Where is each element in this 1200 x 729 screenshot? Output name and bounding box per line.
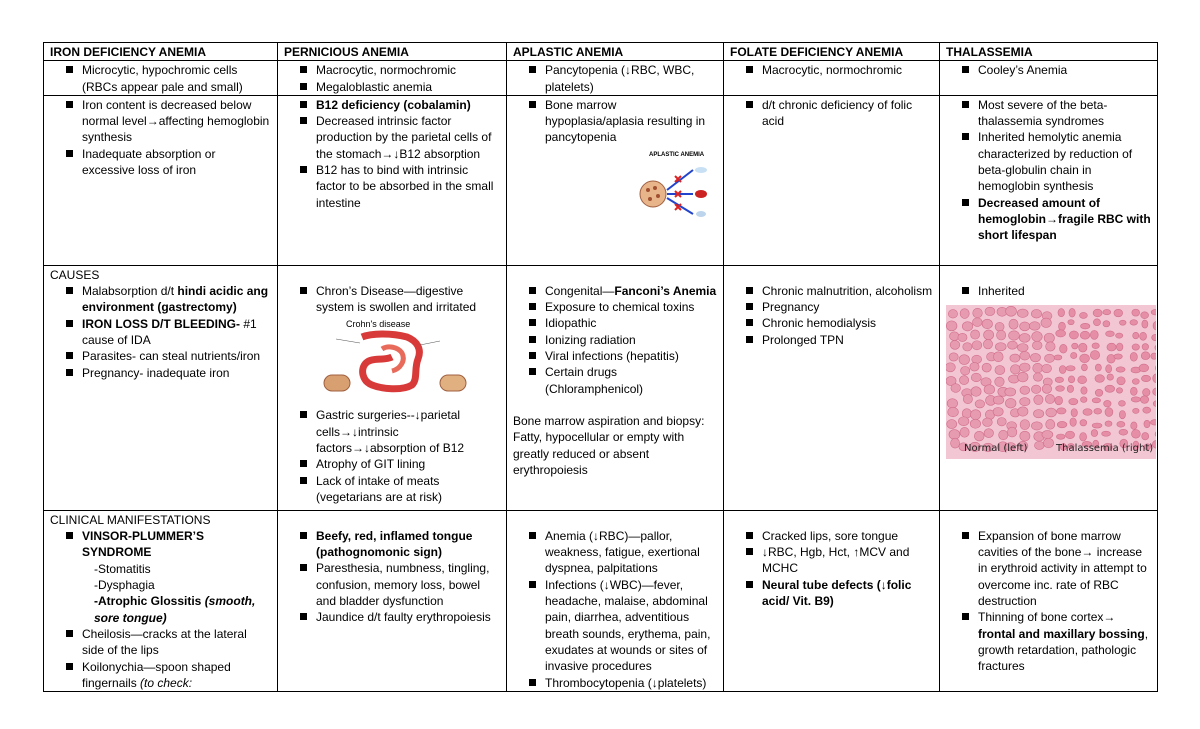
red-blood-cell — [1017, 309, 1028, 317]
red-blood-cell — [1006, 306, 1017, 316]
red-blood-cell — [1070, 418, 1076, 426]
red-blood-cell — [1005, 399, 1016, 409]
red-blood-cell — [983, 418, 993, 427]
red-blood-cell — [1078, 376, 1087, 384]
crohns-disease-illustration — [322, 319, 472, 399]
list-item: Iron content is decreased below normal level→affecting hemoglobin synthesis — [62, 97, 271, 146]
list-item: Koilonychia—spoon shaped fingernails (to check: — [62, 659, 271, 692]
red-blood-cell — [1065, 431, 1074, 439]
red-blood-cell — [1068, 376, 1074, 383]
red-blood-cell — [993, 396, 1004, 404]
cell-aplastic-patho — [507, 95, 724, 265]
red-blood-cell — [974, 432, 984, 442]
red-blood-cell — [971, 387, 981, 397]
list-item: Inherited — [958, 283, 1151, 299]
red-blood-cell — [1155, 364, 1156, 372]
red-blood-cell — [982, 363, 991, 372]
cell-aplastic-manifestations — [507, 510, 724, 691]
red-blood-cell — [1072, 343, 1078, 349]
list-item: VINSOR-PLUMMER’S SYNDROME — [62, 528, 271, 561]
list-item: Jaundice d/t faulty erythropoiesis — [296, 609, 500, 625]
red-blood-cell — [1144, 420, 1150, 427]
red-blood-cell — [1143, 389, 1150, 397]
cell-aplastic-morphology — [507, 61, 724, 96]
red-blood-cell — [983, 340, 992, 349]
red-blood-cell — [1117, 422, 1125, 428]
red-blood-cell — [1095, 389, 1103, 396]
red-blood-cell — [1081, 364, 1087, 371]
list-item: ↓RBC, Hgb, Hct, ↑MCV and MCHC — [742, 544, 933, 577]
red-blood-cell — [1130, 320, 1138, 325]
red-blood-cell — [948, 407, 959, 417]
list-item: Paresthesia, numbness, tingling, confusion, memory loss, bowel and bladder dysfunction — [296, 560, 500, 609]
manifestations-row — [44, 510, 1158, 691]
red-blood-cell — [962, 322, 972, 331]
red-blood-cell — [1142, 320, 1148, 328]
red-blood-cell — [993, 408, 1003, 417]
red-blood-cell — [971, 410, 981, 420]
red-blood-cell — [1141, 312, 1149, 319]
red-blood-cell — [950, 341, 960, 350]
red-blood-cell — [1153, 401, 1156, 407]
red-blood-cell — [1153, 322, 1156, 331]
red-blood-cell — [1046, 408, 1057, 417]
red-blood-cell — [1152, 334, 1156, 341]
list-item: Congenital—Fanconi’s Anemia — [525, 283, 717, 299]
red-blood-cell — [971, 373, 981, 381]
red-blood-cell — [995, 377, 1004, 386]
list-item: Cheilosis—cracks at the lateral side of the lips — [62, 626, 271, 659]
red-blood-cell — [1119, 320, 1126, 325]
red-blood-cell — [1131, 430, 1140, 439]
list-item: Idiopathic — [525, 315, 717, 331]
list-item: Cracked lips, sore tongue — [742, 528, 933, 544]
red-blood-cell — [1033, 410, 1043, 418]
red-blood-cell — [1102, 431, 1111, 436]
red-blood-cell — [1009, 319, 1018, 329]
red-blood-cell — [1153, 388, 1156, 396]
list-item: Expansion of bone marrow cavities of the bone→ increase in erythroid activity in attempt to overcome inc. rate of RBC destruction — [958, 528, 1151, 609]
list-item: Exposure to chemical toxins — [525, 299, 717, 315]
red-blood-cell — [1119, 430, 1128, 436]
red-blood-cell — [1106, 331, 1115, 337]
red-blood-cell — [1130, 353, 1137, 362]
red-blood-cell — [958, 334, 967, 342]
red-blood-cell — [1079, 313, 1087, 319]
list-item: Certain drugs (Chloramphenicol) — [525, 364, 717, 397]
red-blood-cell — [1140, 396, 1148, 404]
red-blood-cell — [1142, 433, 1149, 440]
red-blood-cell — [1034, 395, 1043, 405]
list-item: Thrombocytopenia (↓platelets) — [525, 675, 717, 691]
red-blood-cell — [1092, 343, 1099, 349]
list-item: Beefy, red, inflamed tongue (pathognomonic sign) — [296, 528, 500, 561]
red-blood-cell — [1069, 331, 1078, 339]
list-item: Pregnancy — [742, 299, 933, 315]
biopsy-note: Bone marrow aspiration and biopsy: Fatty, hypocellular or empty with greatly reduced or absent erythropoiesis — [513, 413, 705, 477]
red-blood-cell — [1081, 387, 1087, 394]
red-blood-cell — [1071, 353, 1077, 359]
red-blood-cell — [1116, 367, 1125, 372]
red-blood-cell — [951, 438, 960, 448]
red-blood-cell — [1069, 399, 1078, 405]
red-blood-cell — [1150, 420, 1156, 425]
red-blood-cell — [995, 343, 1006, 351]
red-blood-cell — [975, 400, 985, 408]
red-blood-cell — [1131, 397, 1140, 402]
cell-pernicious-causes — [278, 265, 507, 510]
cell-pernicious-patho — [278, 95, 507, 265]
red-blood-cell — [1155, 431, 1156, 438]
anemia-comparison-table — [43, 42, 1158, 692]
list-item: Chron’s Disease—digestive system is swollen and irritated — [296, 283, 500, 316]
red-blood-cell — [1079, 343, 1087, 352]
red-blood-cell — [1020, 363, 1031, 372]
red-blood-cell — [1010, 365, 1020, 374]
red-blood-cell — [1034, 441, 1044, 449]
red-blood-cell — [1069, 309, 1075, 318]
red-blood-cell — [1033, 363, 1043, 373]
list-item: Infections (↓WBC)—fever, headache, malaise, abdominal pain, diarrhea, adventitious breath sounds, erythema, pain, exudates at wounds or sites of invasive procedures — [525, 577, 717, 675]
red-blood-cell — [1019, 334, 1030, 343]
cell-thal-patho — [940, 95, 1158, 265]
red-blood-cell — [970, 419, 980, 428]
cell-pernicious-manifestations — [278, 510, 507, 691]
red-blood-cell — [984, 429, 993, 438]
red-blood-cell — [1105, 408, 1113, 417]
red-blood-cell — [1042, 385, 1052, 394]
list-item: d/t chronic deficiency of folic acid — [742, 97, 933, 130]
cell-thal-causes — [940, 265, 1158, 510]
red-blood-cell — [949, 430, 960, 440]
red-blood-cell — [1080, 420, 1087, 426]
list-item: Microcytic, hypochromic cells (RBCs appear pale and small) — [62, 62, 271, 95]
red-blood-cell — [1017, 344, 1028, 352]
list-item: Viral infections (hepatitis) — [525, 348, 717, 364]
red-blood-cell — [1057, 422, 1067, 428]
red-blood-cell — [1020, 322, 1030, 331]
red-blood-cell — [948, 310, 957, 318]
cell-folate-patho — [724, 95, 940, 265]
header-iron: IRON DEFICIENCY ANEMIA — [44, 43, 278, 61]
list-item: Cooley’s Anemia — [958, 62, 1151, 78]
cell-iron-causes — [44, 265, 278, 510]
red-blood-cell — [1131, 422, 1137, 430]
red-blood-cell — [1056, 330, 1066, 337]
red-blood-cell — [1083, 409, 1092, 416]
red-blood-cell — [982, 319, 992, 328]
red-blood-cell — [999, 430, 1008, 440]
red-blood-cell — [1068, 320, 1074, 325]
red-blood-cell — [1055, 396, 1063, 405]
red-blood-cell — [1042, 364, 1052, 372]
red-blood-cell — [1020, 431, 1030, 441]
list-subitem: -Stomatitis — [94, 561, 151, 576]
cell-folate-manifestations — [724, 510, 940, 691]
list-item: Malabsorption d/t hindi acidic ang environment (gastrectomy) — [62, 283, 271, 316]
cell-aplastic-causes — [507, 265, 724, 510]
red-blood-cell — [1059, 366, 1066, 374]
red-blood-cell — [1092, 398, 1100, 403]
red-blood-cell — [1142, 344, 1148, 351]
list-item: Decreased amount of hemoglobin→fragile RBC with short lifespan — [958, 195, 1151, 244]
red-blood-cell — [1095, 364, 1101, 371]
list-item: Lack of intake of meats (vegetarians are at risk) — [296, 473, 500, 506]
cell-folate-morphology — [724, 61, 940, 96]
red-blood-cell — [1091, 430, 1098, 437]
red-blood-cell — [985, 307, 995, 315]
red-blood-cell — [1044, 333, 1054, 343]
list-item: Bone marrow hypoplasia/aplasia resulting in pancytopenia — [525, 97, 717, 146]
red-blood-cell — [1090, 331, 1098, 340]
header-folate: FOLATE DEFICIENCY ANEMIA — [724, 43, 940, 61]
red-blood-cell — [1106, 365, 1112, 373]
list-item: Gastric surgeries--↓parietal cells→↓intrinsic factors→↓absorption of B12 — [296, 407, 500, 456]
red-blood-cell — [970, 363, 979, 372]
red-blood-cell — [1090, 351, 1099, 360]
red-blood-cell — [1107, 343, 1116, 351]
red-blood-cell — [1080, 331, 1090, 339]
red-blood-cell — [1045, 354, 1055, 362]
red-blood-cell — [1139, 364, 1149, 372]
red-blood-cell — [950, 332, 960, 341]
red-blood-cell — [973, 318, 983, 327]
svg-text:APLASTIC ANEMIA: APLASTIC ANEMIA — [649, 151, 705, 158]
cell-folate-causes — [724, 265, 940, 510]
red-blood-cell — [1140, 332, 1147, 340]
red-blood-cell — [960, 309, 969, 319]
red-blood-cell — [1132, 309, 1140, 316]
red-blood-cell — [1071, 409, 1077, 417]
red-blood-cell — [959, 355, 970, 365]
red-blood-cell — [947, 420, 957, 429]
red-blood-cell — [984, 330, 994, 340]
red-blood-cell — [1155, 344, 1156, 351]
cell-iron-patho — [44, 95, 278, 265]
red-blood-cell — [1114, 309, 1123, 317]
red-blood-cell — [963, 343, 972, 351]
red-blood-cell — [1114, 354, 1122, 359]
red-blood-cell — [995, 366, 1005, 375]
thal-caption-right: Thalassemia (right) — [1056, 442, 1154, 454]
red-blood-cell — [1020, 386, 1030, 394]
list-item: Ionizing radiation — [525, 332, 717, 348]
red-blood-cell — [951, 384, 961, 393]
list-item: Decreased intrinsic factor production by the parietal cells of the stomach→↓B12 absorption — [296, 113, 500, 162]
red-blood-cell — [1009, 331, 1020, 340]
cell-iron-morphology — [44, 61, 278, 96]
red-blood-cell — [1046, 342, 1055, 351]
list-item: IRON LOSS D/T BLEEDING- #1 cause of IDA — [62, 316, 271, 349]
list-item: Parasites- can steal nutrients/iron — [62, 348, 271, 364]
red-blood-cell — [958, 417, 969, 426]
red-blood-cell — [949, 353, 958, 361]
red-blood-cell — [1029, 322, 1040, 331]
red-blood-cell — [1095, 375, 1105, 383]
red-blood-cell — [1103, 310, 1111, 315]
red-blood-cell — [971, 330, 980, 339]
header-thalassemia: THALASSEMIA — [940, 43, 1158, 61]
red-blood-cell — [1030, 354, 1040, 362]
red-blood-cell — [1105, 385, 1115, 392]
red-blood-cell — [1116, 343, 1123, 351]
red-blood-cell — [959, 376, 968, 385]
list-item: Neural tube defects (↓folic acid/ Vit. B9) — [742, 577, 933, 610]
red-blood-cell — [1066, 366, 1075, 371]
section-heading: CLINICAL MANIFESTATIONS — [50, 512, 211, 527]
red-blood-cell — [1007, 427, 1017, 437]
red-blood-cell — [1119, 401, 1126, 407]
red-blood-cell — [973, 308, 983, 318]
red-blood-cell — [1132, 344, 1139, 350]
red-blood-cell — [1105, 421, 1112, 427]
red-blood-cell — [1018, 372, 1028, 382]
list-item: Inadequate absorption or excessive loss of iron — [62, 146, 271, 179]
header-pernicious: PERNICIOUS ANEMIA — [278, 43, 507, 61]
red-blood-cell — [1081, 397, 1087, 403]
red-blood-cell — [1042, 431, 1053, 439]
red-blood-cell — [1067, 385, 1073, 392]
red-blood-cell — [1143, 407, 1151, 413]
red-blood-cell — [1055, 377, 1063, 382]
red-blood-cell — [1141, 375, 1150, 381]
list-subitem: -Atrophic Glossitis (smooth, sore tongue) — [94, 594, 256, 625]
red-blood-cell — [1056, 386, 1065, 392]
list-item: Prolonged TPN — [742, 332, 933, 348]
red-blood-cell — [1020, 420, 1030, 430]
red-blood-cell — [1153, 374, 1156, 383]
list-item: B12 has to bind with intrinsic factor to be absorbed in the small intestine — [296, 162, 500, 211]
thal-caption-left: Normal (left) — [964, 442, 1028, 454]
red-blood-cell — [993, 352, 1003, 362]
list-subitem: -Dysphagia — [94, 578, 155, 593]
red-blood-cell — [1056, 434, 1065, 439]
red-blood-cell — [1119, 411, 1125, 419]
cell-thal-manifestations — [940, 510, 1158, 691]
red-blood-cell — [1093, 319, 1100, 326]
red-blood-cell — [960, 428, 969, 438]
red-blood-cell — [997, 418, 1006, 426]
red-blood-cell — [1010, 354, 1020, 362]
red-blood-cell — [995, 323, 1004, 332]
thalassemia-blood-smear-image — [946, 305, 1156, 459]
red-blood-cell — [1151, 353, 1156, 359]
red-blood-cell — [1060, 345, 1068, 354]
header-row — [44, 43, 1158, 61]
red-blood-cell — [1080, 354, 1090, 362]
red-blood-cell — [1081, 324, 1090, 330]
red-blood-cell — [946, 363, 955, 372]
list-item: Pancytopenia (↓RBC, WBC, platelets) — [525, 62, 717, 95]
red-blood-cell — [1054, 355, 1062, 360]
list-item: Thinning of bone cortex→ frontal and maxillary bossing, growth retardation, pathologic fractures — [958, 609, 1151, 674]
list-item: Pregnancy- inadequate iron — [62, 365, 271, 381]
red-blood-cell — [1046, 420, 1055, 430]
list-item: Inherited hemolytic anemia characterized by reduction of beta-globulin chain in hemoglobin synthesis — [958, 129, 1151, 194]
list-item: Macrocytic, normochromic — [742, 62, 933, 78]
red-blood-cell — [1093, 309, 1102, 317]
red-blood-cell — [1031, 422, 1042, 430]
red-blood-cell — [1032, 332, 1043, 342]
red-blood-cell — [1141, 352, 1150, 360]
list-item: Chronic hemodialysis — [742, 315, 933, 331]
red-blood-cell — [1045, 395, 1054, 404]
red-blood-cell — [961, 367, 970, 376]
red-blood-cell — [1092, 423, 1102, 428]
list-item: Anemia (↓RBC)—pallor, weakness, fatigue, exertional dyspnea, palpitations — [525, 528, 717, 577]
causes-row — [44, 265, 1158, 510]
aplastic-anemia-illustration — [635, 148, 723, 220]
red-blood-cell — [1094, 409, 1102, 415]
cell-iron-manifestations — [44, 510, 278, 691]
red-blood-cell — [1058, 309, 1065, 317]
red-blood-cell — [1008, 341, 1018, 349]
red-blood-cell — [1104, 401, 1111, 408]
section-heading: CAUSES — [50, 267, 100, 282]
red-blood-cell — [1020, 352, 1030, 361]
red-blood-cell — [1041, 318, 1051, 327]
red-blood-cell — [1043, 438, 1053, 448]
red-blood-cell — [1133, 332, 1139, 339]
red-blood-cell — [963, 395, 972, 404]
red-blood-cell — [1103, 321, 1110, 327]
red-blood-cell — [1151, 310, 1156, 316]
list-item: Megaloblastic anemia — [296, 79, 500, 95]
red-blood-cell — [1020, 398, 1030, 406]
list-item: Macrocytic, normochromic — [296, 62, 500, 78]
red-blood-cell — [1031, 385, 1040, 393]
red-blood-cell — [997, 330, 1006, 340]
cell-thal-morphology — [940, 61, 1158, 96]
red-blood-cell — [1059, 322, 1066, 330]
red-blood-cell — [972, 355, 982, 363]
red-blood-cell — [1132, 379, 1139, 385]
list-item: Atrophy of GIT lining — [296, 456, 500, 472]
list-item: Most severe of the beta-thalassemia syndromes — [958, 97, 1151, 130]
red-blood-cell — [1057, 408, 1066, 414]
red-blood-cell — [1033, 373, 1042, 381]
red-blood-cell — [1130, 387, 1137, 395]
morphology-row — [44, 61, 1158, 96]
red-blood-cell — [1018, 407, 1028, 416]
red-blood-cell — [946, 321, 957, 331]
pathophysiology-row — [44, 95, 1158, 265]
red-blood-cell — [984, 385, 995, 395]
red-blood-cell — [1031, 310, 1041, 319]
red-blood-cell — [1005, 388, 1016, 396]
list-item: Chronic malnutrition, alcoholism — [742, 283, 933, 299]
red-blood-cell — [947, 399, 957, 408]
red-blood-cell — [1107, 374, 1114, 380]
red-blood-cell — [1116, 388, 1122, 393]
header-aplastic: APLASTIC ANEMIA — [507, 43, 724, 61]
red-blood-cell — [972, 341, 982, 350]
cell-pernicious-morphology — [278, 61, 507, 96]
red-blood-cell — [1133, 409, 1139, 414]
red-blood-cell — [1117, 377, 1125, 385]
red-blood-cell — [1116, 333, 1123, 338]
svg-text:Crohn's disease: Crohn's disease — [346, 319, 411, 330]
list-item: B12 deficiency (cobalamin) — [296, 97, 500, 113]
red-blood-cell — [1032, 341, 1042, 349]
